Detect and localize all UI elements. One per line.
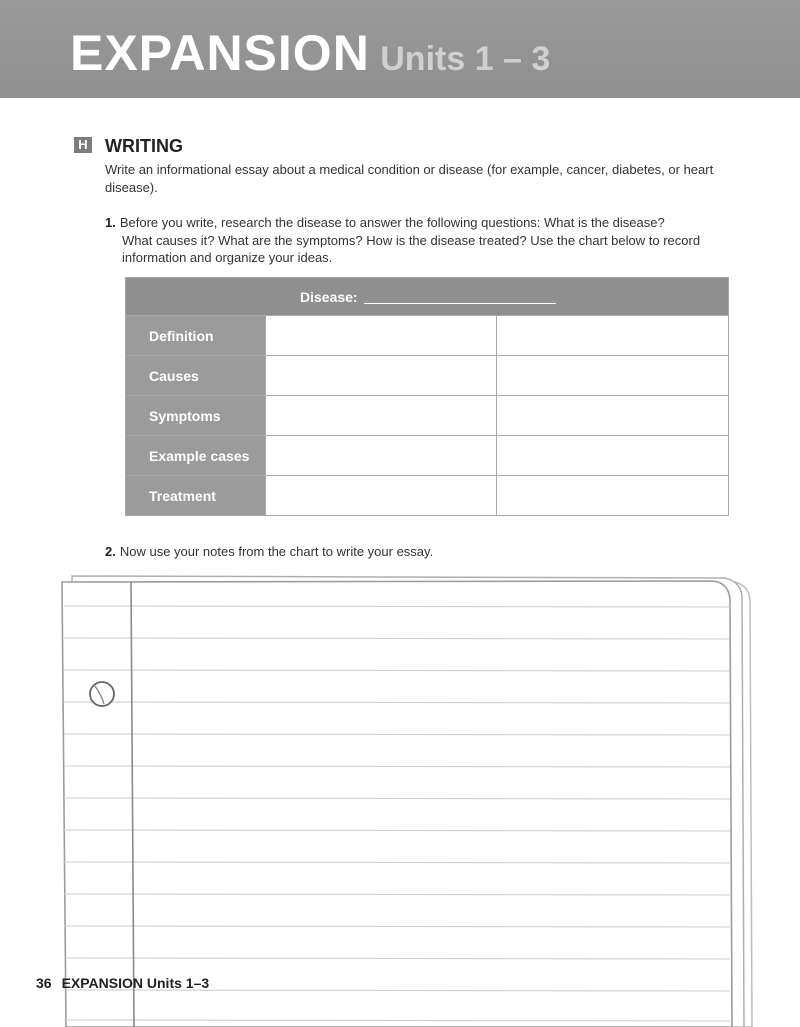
chart-cell[interactable] [266, 396, 497, 436]
heading-main: EXPANSION [70, 25, 370, 81]
chart-cell[interactable] [266, 476, 497, 516]
chart-row [126, 476, 729, 516]
chart-cell[interactable] [266, 356, 497, 396]
step-1 [105, 214, 745, 267]
page-number: 36 [36, 975, 52, 991]
section-title: WRITING [105, 136, 183, 156]
row-label-definition: Definition [126, 316, 266, 356]
notebook-paper[interactable] [0, 570, 800, 1027]
row-label-treatment: Treatment [126, 476, 266, 516]
step-1-line-1: Before you write, research the disease to answer the following questions: What is the disease? [119, 215, 665, 230]
chart-cell[interactable] [497, 356, 729, 396]
chart-cell[interactable] [497, 396, 729, 436]
page-heading [70, 24, 550, 82]
chart-header [126, 278, 729, 316]
disease-blank-line[interactable] [364, 303, 556, 304]
disease-label: Disease: [300, 288, 358, 305]
chart-cell[interactable] [266, 436, 497, 476]
chart-row [126, 436, 729, 476]
chart-cell[interactable] [266, 316, 497, 356]
chart-row [126, 316, 729, 356]
binder-hole [90, 682, 114, 706]
step-1-line-2: What causes it? What are the symptoms? How is the disease treated? Use the chart below to record [122, 232, 701, 248]
header-banner [0, 0, 800, 98]
disease-chart [125, 277, 729, 516]
footer-label: EXPANSION Units 1–3 [61, 975, 210, 991]
row-label-symptoms: Symptoms [126, 396, 266, 436]
section-letter-badge: H [74, 137, 92, 153]
step-2 [105, 543, 745, 561]
heading-sub: Units 1 – 3 [380, 40, 551, 78]
page-footer [36, 975, 209, 991]
chart-header-row [126, 278, 729, 316]
chart-row [126, 396, 729, 436]
step-1-number: 1. [105, 215, 116, 230]
row-label-example-cases: Example cases [126, 436, 266, 476]
chart-cell[interactable] [497, 316, 729, 356]
chart-cell[interactable] [497, 476, 729, 516]
intro-text: Write an informational essay about a medical condition or disease (for example, cancer, diabetes, or heart disease). [105, 162, 714, 195]
step-1-line-3: information and organize your ideas. [122, 250, 333, 265]
row-label-causes: Causes [126, 356, 266, 396]
chart-cell[interactable] [497, 436, 729, 476]
step-2-text: Now use your notes from the chart to write your essay. [119, 544, 434, 559]
step-2-number: 2. [105, 544, 116, 559]
chart-row [126, 356, 729, 396]
